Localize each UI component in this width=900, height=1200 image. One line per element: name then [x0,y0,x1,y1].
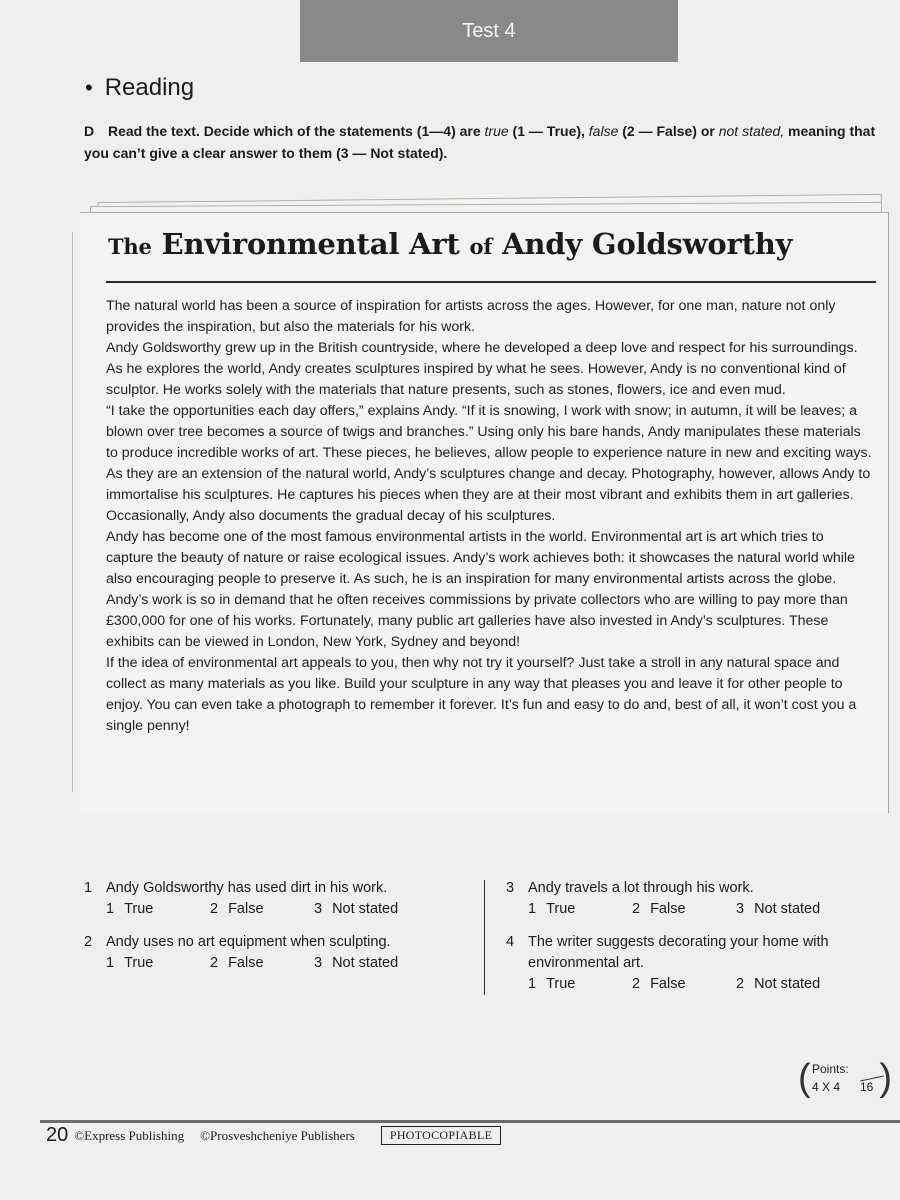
instruction-text-3: (2 — False) or [618,123,719,139]
option-number: 2 [736,976,745,992]
page-number: 20 [46,1124,69,1146]
question-text: Andy uses no art equipment when sculpting. [106,934,391,950]
answer-option[interactable] [736,974,856,995]
instruction-false-word: false [588,123,619,139]
option-number: 1 [106,901,115,917]
answer-option[interactable] [106,953,210,974]
option-label: Not stated [754,901,821,917]
article-paragraph: “I take the opportunities each day offers,” explains Andy. “If it is snowing, I work with snow; in autumn, it will be leaves; a blown over tree becomes a source of twigs and branches.” Using only his bare hands, Andy manipulates these materials to produce incredible works of art. These pieces, he believes, allow people to experience nature in new and exciting ways. [106,403,872,461]
article-paragraph: Andy’s work is so in demand that he often receives commissions by private collectors who are willing to pay more than £300,000 for one of his works. Fortunately, many public art galleries have also invested in Andy’s sculptures. These exhibits can be viewed in London, New York, Sydney and beyond! [106,592,848,650]
option-label: False [650,901,686,917]
answer-option[interactable] [632,899,736,920]
footer [46,1124,501,1147]
option-label: Not stated [332,955,399,971]
option-label: Not stated [332,901,399,917]
left-brace-icon: ( [798,1057,811,1099]
answer-option[interactable] [314,899,434,920]
article-title-part: Environmental Art [161,227,460,261]
questions-right-column [506,878,876,1007]
section-heading [85,74,194,102]
article-paragraph: Andy has become one of the most famous environmental artists in the world. Environmental art is art which tries to capture the beauty of nature or raise ecological issues. Andy’s work achieves both: it showcases the natural world while also encouraging people to preserve it. As such, he is an inspiration for many environmental artists across the globe. [106,529,855,587]
option-label: False [228,901,264,917]
panel-edge-decoration [72,232,77,792]
option-number: 1 [528,976,537,992]
instruction-text-1: Read the text. Decide which of the statements (1—4) are [108,123,485,139]
exercise-label: D [84,123,95,139]
points-box [800,1058,892,1102]
option-number: 2 [210,955,219,971]
publisher-credit: ©Prosveshcheniye Publishers [200,1127,355,1143]
option-label: False [228,955,264,971]
question-text: Andy travels a lot through his work. [528,880,754,896]
test-tab [300,0,678,62]
column-divider [484,880,485,995]
instruction-true-word: true [484,123,509,139]
article-title-part: The [108,234,152,259]
title-rule [106,281,876,283]
option-number: 3 [314,901,323,917]
answer-option[interactable] [210,899,314,920]
bullet-icon: • [85,75,93,100]
article-paragraph: Andy Goldsworthy grew up in the British countryside, where he developed a deep love and respect for his surroundings. As he explores the world, Andy creates sculptures inspired by what he sees. However, Andy is no conventional kind of sculptor. He works solely with the materials that nature presents, such as stones, flowers, ice and even mud. [106,340,858,398]
instruction-not-stated-word: not stated, [718,123,785,139]
article-paragraph: If the idea of environmental art appeals to you, then why not try it yourself? Just take a stroll in any natural space and collect as many materials as you like. Build your sculpture in any way that pleases you and leave it for other people to enjoy. You can even take a photograph to remember it forever. It’s fun and easy to do and, best of all, it won’t cost you a single penny! [106,655,857,734]
question-number: 1 [84,880,93,896]
option-number: 2 [632,976,641,992]
option-label: True [546,976,576,992]
answer-option[interactable] [528,899,632,920]
option-label: True [546,901,576,917]
question-item [506,878,876,920]
answer-option[interactable] [314,953,434,974]
question-item [84,932,474,974]
right-brace-icon: ) [879,1057,892,1099]
points-label: Points: [812,1062,849,1076]
article-title [108,227,878,261]
test-tab-label: Test 4 [462,19,516,42]
option-number: 3 [736,901,745,917]
instruction [84,120,892,164]
points-calculation: 4 X 4 [812,1080,841,1094]
points-total: 16 [860,1080,874,1094]
question-number: 4 [506,934,515,950]
footer-rule [40,1120,900,1123]
answer-option[interactable] [632,974,736,995]
article-title-part: of [469,234,493,259]
article-title-part: Andy Goldsworthy [502,227,793,261]
questions-left-column [84,878,474,986]
option-number: 1 [528,901,537,917]
question-number: 3 [506,880,515,896]
publisher-credit: ©Express Publishing [74,1127,185,1143]
instruction-text-4: meaning that you can’t give a clear answer to them (3 — Not stated). [84,123,876,161]
question-text: The writer suggests decorating your home with environmental art. [528,934,829,971]
option-number: 1 [106,955,115,971]
option-label: Not stated [754,976,821,992]
instruction-text-2: (1 — True), [508,123,589,139]
option-label: False [650,976,686,992]
option-number: 2 [632,901,641,917]
option-label: True [124,901,154,917]
answer-option[interactable] [528,974,632,995]
article-body [106,296,872,737]
option-number: 3 [314,955,323,971]
article-paragraph: The natural world has been a source of inspiration for artists across the ages. However, for one man, nature not only provides the inspiration, but also the materials for his work. [106,298,836,335]
option-number: 2 [210,901,219,917]
article-paragraph: As they are an extension of the natural world, Andy’s sculptures change and decay. Photography, however, allows Andy to immortalise his sculptures. He captures his pieces when they are at their most vibrant and exhibits them in art galleries. Occasionally, Andy also documents the gradual decay of his sculptures. [106,466,871,524]
question-text: Andy Goldsworthy has used dirt in his work. [106,880,388,896]
option-label: True [124,955,154,971]
question-item [84,878,474,920]
question-number: 2 [84,934,93,950]
section-title: Reading [104,74,195,101]
photocopiable-badge: PHOTOCOPIABLE [381,1126,501,1145]
question-item [506,932,876,995]
answer-option[interactable] [736,899,856,920]
answer-option[interactable] [210,953,314,974]
answer-option[interactable] [106,899,210,920]
